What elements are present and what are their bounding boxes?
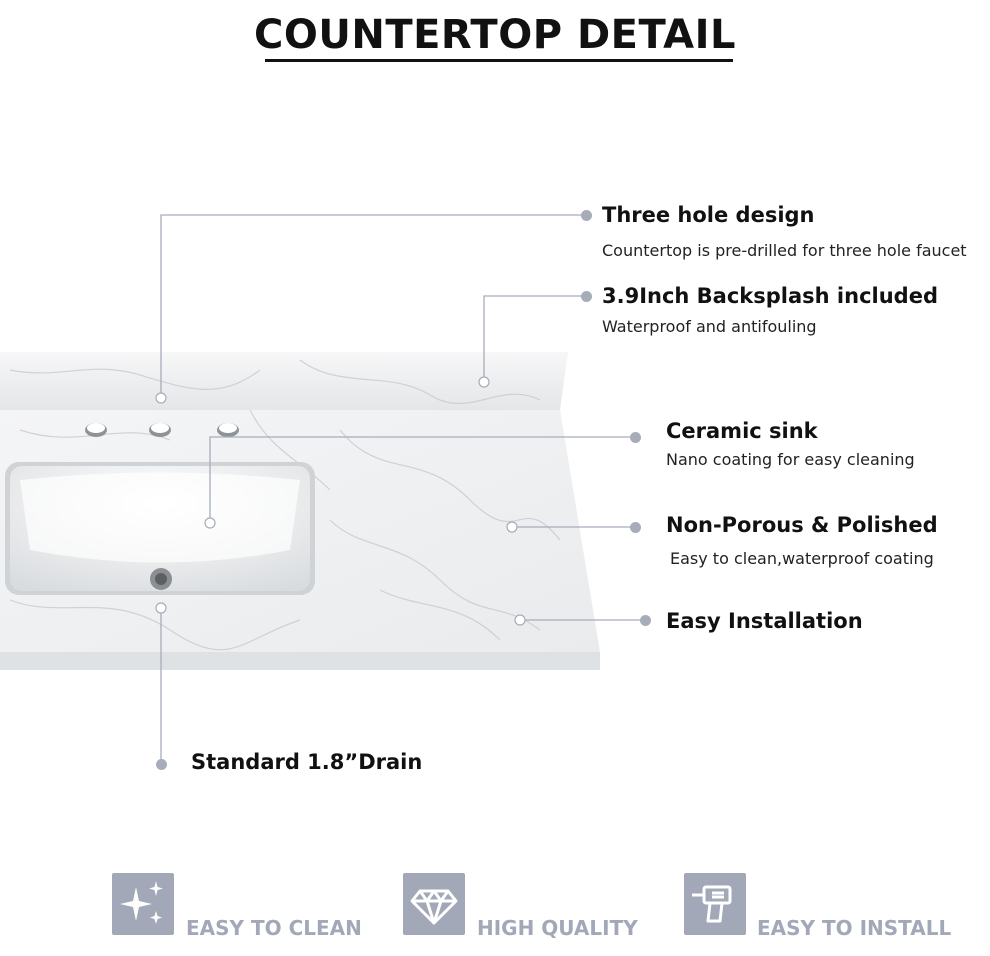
feature-label-high-quality: HIGH QUALITY xyxy=(477,916,638,940)
callout-title-easy-installation: Easy Installation xyxy=(666,609,863,633)
diamond-icon xyxy=(403,873,465,935)
callout-dot xyxy=(640,615,651,626)
drill-icon xyxy=(684,873,746,935)
callout-dot xyxy=(630,432,641,443)
sparkle-icon xyxy=(112,873,174,935)
backsplash xyxy=(0,352,568,410)
callout-dot xyxy=(630,522,641,533)
callout-dot xyxy=(581,291,592,302)
page-title: COUNTERTOP DETAIL xyxy=(254,12,736,58)
countertop-image xyxy=(0,340,620,675)
callout-title-backsplash: 3.9Inch Backsplash included xyxy=(602,284,938,308)
title-underline xyxy=(265,59,733,62)
callout-dot xyxy=(156,759,167,770)
callout-subtitle-backsplash: Waterproof and antifouling xyxy=(602,317,817,336)
callout-title-non-porous: Non-Porous & Polished xyxy=(666,513,938,537)
callout-title-ceramic-sink: Ceramic sink xyxy=(666,419,818,443)
callout-dot xyxy=(581,210,592,221)
callout-title-drain: Standard 1.8”Drain xyxy=(191,750,423,774)
callout-subtitle-non-porous: Easy to clean,waterproof coating xyxy=(670,549,934,568)
callout-title-three-hole: Three hole design xyxy=(602,203,815,227)
feature-label-easy-to-install: EASY TO INSTALL xyxy=(757,916,952,940)
callout-subtitle-three-hole: Countertop is pre-drilled for three hole faucet xyxy=(602,241,967,260)
feature-label-easy-to-clean: EASY TO CLEAN xyxy=(186,916,362,940)
callout-subtitle-ceramic-sink: Nano coating for easy cleaning xyxy=(666,450,915,469)
